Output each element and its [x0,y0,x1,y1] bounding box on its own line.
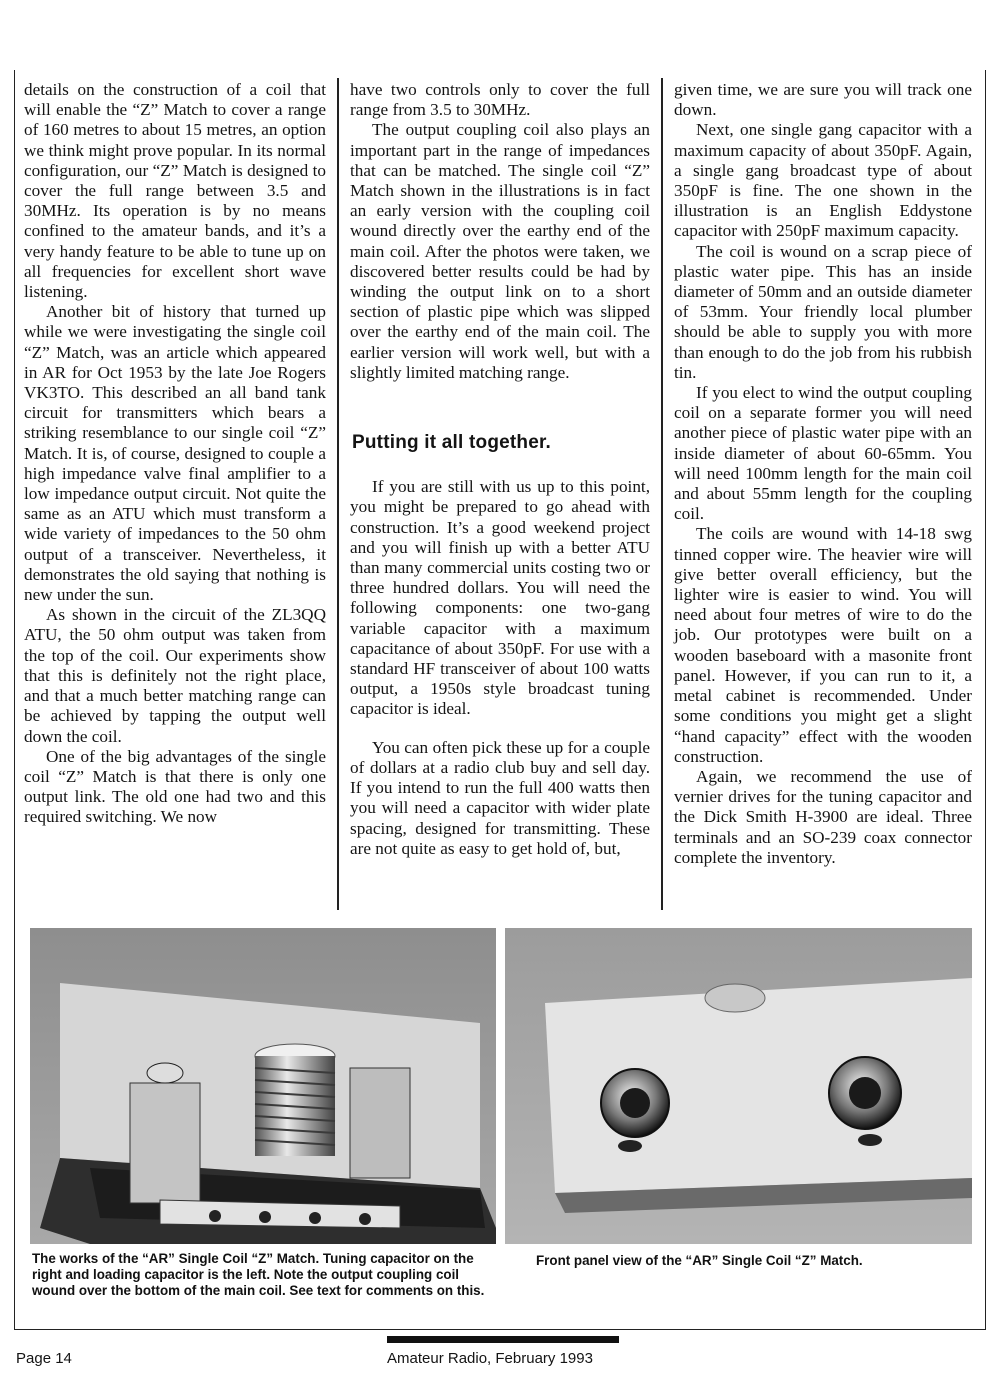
caption-front-panel: Front panel view of the “AR” Single Coil “Z” Match. [536,1253,863,1268]
paragraph: The output coupling coil also plays an important part in the range of impedances that can be matched. The single coil “Z” Match shown in the illustrations is in fact an early version with the coupling coil wound directly over the earthy end of the main coil. After the photos were taken, we discovered better results could be had by winding the output link on to a short section of plastic pipe which was slipped over the earthy end of the main coil. The earlier version will work well, but with a slightly limited matching range. [350,120,650,382]
paragraph: If you elect to wind the output coupling coil on a separate former you will need another piece of plastic water pipe with an inside diameter of about 60-65mm. You will need 100mm length for the main coil and about 55mm length for the coupling coil. [674,383,972,524]
footer-rule [387,1336,619,1343]
photo-works [30,928,496,1244]
column-rule [661,78,663,910]
paragraph: The coil is wound on a scrap piece of plastic water pipe. This has an inside diameter of 50mm and an outside diameter of 53mm. Your friendly local plumber should be able to supply you with more than enough to do the job from his rubbish tin. [674,241,972,382]
column-rule [337,78,339,910]
article-column-1 [24,80,326,828]
photo-front-panel-image [505,928,972,1244]
paragraph: One of the big advantages of the single coil “Z” Match is that there is only one output link. The old one had two and this required switching. We now [24,746,326,827]
paragraph: Another bit of history that turned up while we were investigating the single coil “Z” Match, was an article which appeared in AR for Oct 1953 by the late Joe Rogers VK3TO. This described an all band tank circuit for transmitters which bears a striking resemblance to our single coil “Z” Match. It is, of course, designed to couple a high impedance valve final amplifier to a low impedance output circuit. Not quite the same as an ATU which must transform a wide variety of impedances to the 50 ohm output of a transceiver. Nevertheless, it demonstrates the old saying that nothing is new under the sun. [24,302,326,605]
paragraph: Next, one single gang capacitor with a maximum capacity of about 350pF. Again, a single gang broadcast type of about 350pF is fine. The one shown in the illustration is an English Eddystone capacitor with 250pF maximum capacity. [674,120,972,241]
paragraph: given time, we are sure you will track one down. [674,80,972,120]
paragraph: details on the construction of a coil that will enable the “Z” Match to cover a range of 160 metres to about 15 metres, an option we think might prove popular. In its normal configuration, our “Z” Match is designed to cover the full range between 3.5 and 30MHz. Its operation is by no means confined to the amateur bands, and it’s a very handy feature to be able to tune up on all frequencies for excellent short wave listening. [24,80,326,302]
caption-works: The works of the “AR” Single Coil “Z” Match. Tuning capacitor on the right and loading capacitor is the left. Note the output coupling coil wound over the bottom of the main coil. See text for comments on this. [32,1251,485,1298]
paragraph: The coils are wound with 14-18 swg tinned copper wire. The heavier wire will give better overall efficiency, but the lighter wire is easier to wind. You will need about four metres of wire to do the job. Our prototypes were built on a wooden baseboard with a masonite front panel. However, if you can run to it, a metal cabinet is recommended. Under some conditions you might get a slight “hand capacity” effect with the wooden construction. [674,524,972,766]
photo-works-image [30,928,496,1244]
article-column-3 [674,80,972,868]
paragraph: As shown in the circuit of the ZL3QQ ATU, the 50 ohm output was taken from the top of the coil. Our experiments show that this is definitely not the right place, and that a much better matching range can be achieved by tapping the output well down the coil. [24,605,326,746]
article-column-2 [350,80,650,859]
paragraph: Again, we recommend the use of vernier drives for the tuning capacitor and the Dick Smith H-3900 are ideal. Three terminals and an SO-239 coax connector complete the inventory. [674,766,972,867]
photo-front-panel [505,928,972,1244]
paragraph: If you are still with us up to this point, you might be prepared to go ahead with construction. It’s a good weekend project and you will finish up with a better ATU than many commercial units costing two or three hundred dollars. You will need the following components: one two-gang variable capacitor with a maximum capacitance of about 350pF. For use with a standard HF transceiver of about 100 watts output, a 1950s style broadcast tuning capacitor is ideal. [350,477,650,719]
magazine-title: Amateur Radio, February 1993 [387,1350,593,1367]
page-number: Page 14 [16,1350,72,1367]
paragraph: You can often pick these up for a couple of dollars at a radio club buy and sell day. If you intend to run the full 400 watts then you will need a capacitor with wider plate spacing, designed for transmitting. These are not quite as easy to get hold of, but, [350,737,650,858]
section-heading: Putting it all together. [352,432,552,454]
paragraph: have two controls only to cover the full range from 3.5 to 30MHz. [350,80,650,120]
